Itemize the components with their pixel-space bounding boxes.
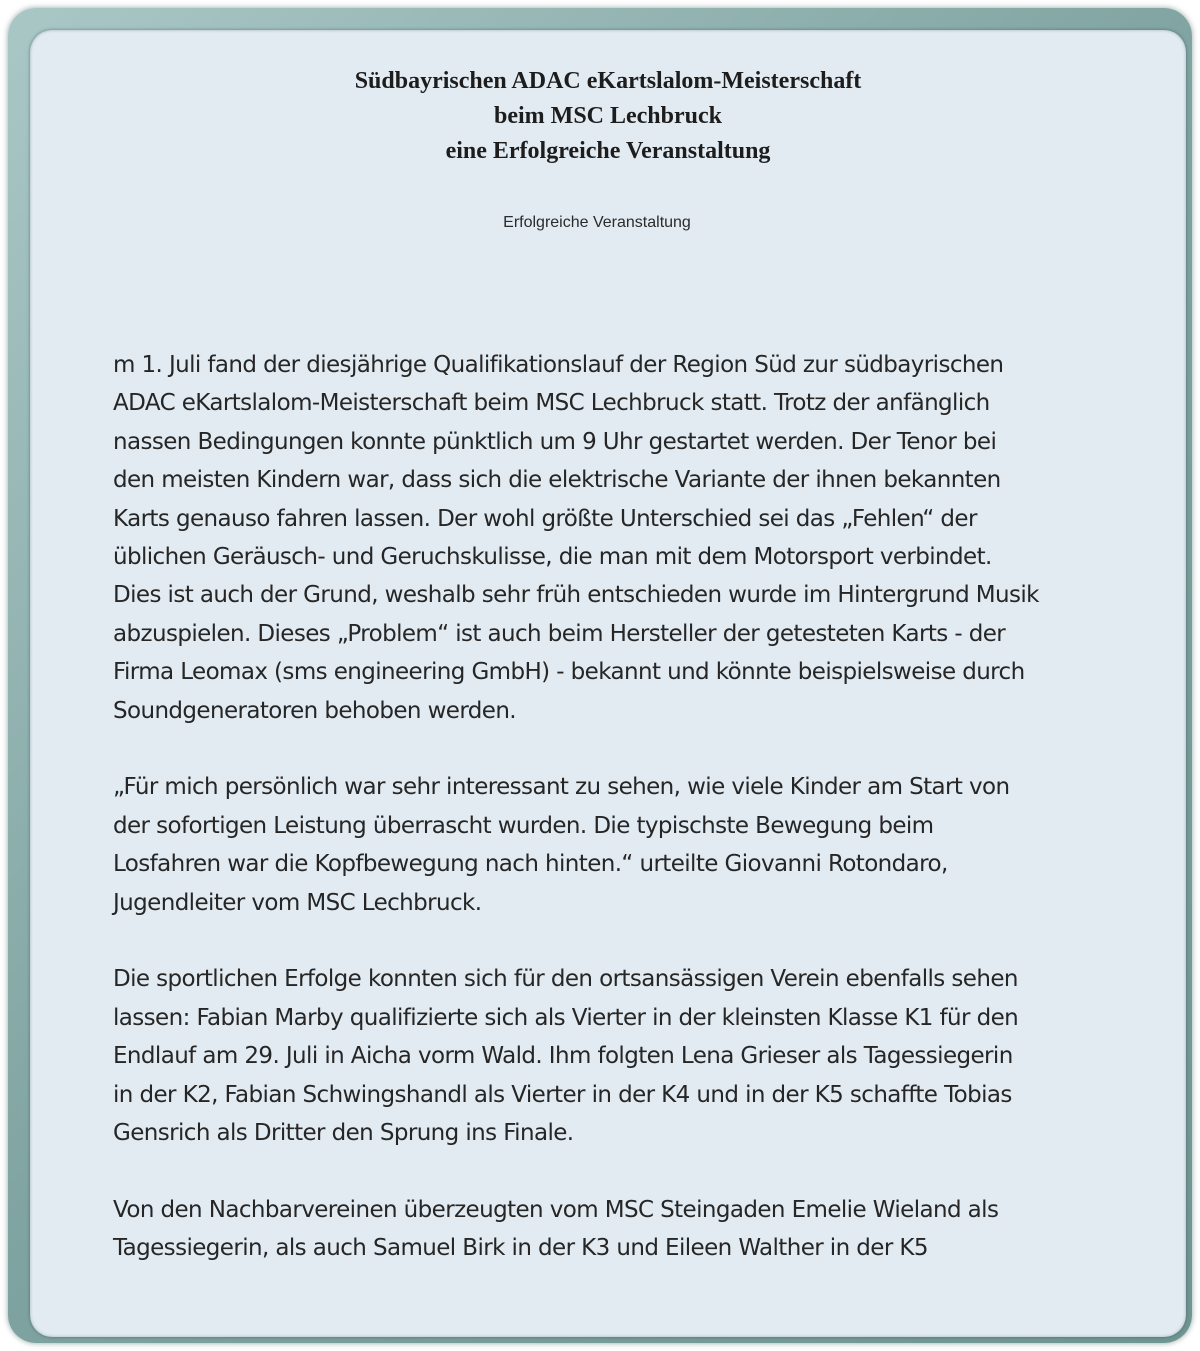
- text-line: den meisten Kindern war, dass sich die elektrische Variante der ihnen bekannten: [113, 467, 1001, 494]
- text-line: „Für mich persönlich war sehr interessant zu sehen, wie viele Kinder am Start von: [113, 774, 1010, 801]
- article-title: [30, 64, 1186, 169]
- text-line: der sofortigen Leistung überrascht wurden. Die typischste Bewegung beim: [113, 812, 934, 839]
- text-line: üblichen Geräusch- und Geruchskulisse, die man mit dem Motorsport verbindet.: [113, 544, 992, 571]
- paragraph-intro: [113, 346, 1143, 730]
- text-line: Karts genauso fahren lassen. Der wohl größte Unterschied sei das „Fehlen“ der: [113, 505, 977, 532]
- text-line: nassen Bedingungen konnte pünktlich um 9 Uhr gestartet werden. Der Tenor bei: [113, 428, 997, 455]
- text-line: Jugendleiter vom MSC Lechbruck.: [113, 889, 482, 916]
- text-line: Soundgeneratoren behoben werden.: [113, 697, 517, 724]
- text-line: in der K2, Fabian Schwingshandl als Vierter in der K4 und in der K5 schaffte Tobias: [113, 1081, 1012, 1108]
- text-line: Die sportlichen Erfolge konnten sich für den ortsansässigen Verein ebenfalls sehen: [113, 966, 1018, 993]
- article-frame: [8, 8, 1192, 1343]
- text-line: Firma Leomax (sms engineering GmbH) - bekannt und könnte beispielsweise durch: [113, 659, 1025, 686]
- text-line: m 1. Juli fand der diesjährige Qualifikationslauf der Region Süd zur südbayrischen: [113, 352, 1004, 378]
- paragraph-quote: [113, 768, 1143, 922]
- paragraph-results: [113, 960, 1143, 1152]
- text-line: Tagessiegerin, als auch Samuel Birk in der K3 und Eileen Walther in der K5: [113, 1235, 928, 1262]
- paragraph-neighbors: [113, 1191, 1143, 1268]
- text-line: ADAC eKartslalom-Meisterschaft beim MSC Lechbruck statt. Trotz der anfänglich: [113, 390, 990, 417]
- title-line: beim MSC Lechbruck: [494, 103, 722, 129]
- text-line: abzuspielen. Dieses „Problem“ ist auch beim Hersteller der getesteten Karts - der: [113, 620, 1006, 647]
- article-panel: [30, 30, 1186, 1337]
- text-line: lassen: Fabian Marby qualifizierte sich als Vierter in der kleinsten Klasse K1 für den: [113, 1004, 1019, 1031]
- text-line: Dies ist auch der Grund, weshalb sehr früh entschieden wurde im Hintergrund Musik: [113, 582, 1039, 609]
- text-line: Von den Nachbarvereinen überzeugten vom MSC Steingaden Emelie Wieland als: [113, 1196, 999, 1223]
- article-body: [113, 346, 1143, 1268]
- title-line: eine Erfolgreiche Veranstaltung: [445, 138, 771, 164]
- article-subtitle: Erfolgreiche Veranstaltung: [503, 214, 691, 231]
- text-line: Gensrich als Dritter den Sprung ins Finale.: [113, 1120, 574, 1147]
- text-line: Endlauf am 29. Juli in Aicha vorm Wald. Ihm folgten Lena Grieser als Tagessiegerin: [113, 1043, 1013, 1070]
- text-line: Losfahren war die Kopfbewegung nach hinten.“ urteilte Giovanni Rotondaro,: [113, 851, 948, 878]
- title-line: Südbayrischen ADAC eKartslalom-Meisterschaft: [354, 68, 862, 94]
